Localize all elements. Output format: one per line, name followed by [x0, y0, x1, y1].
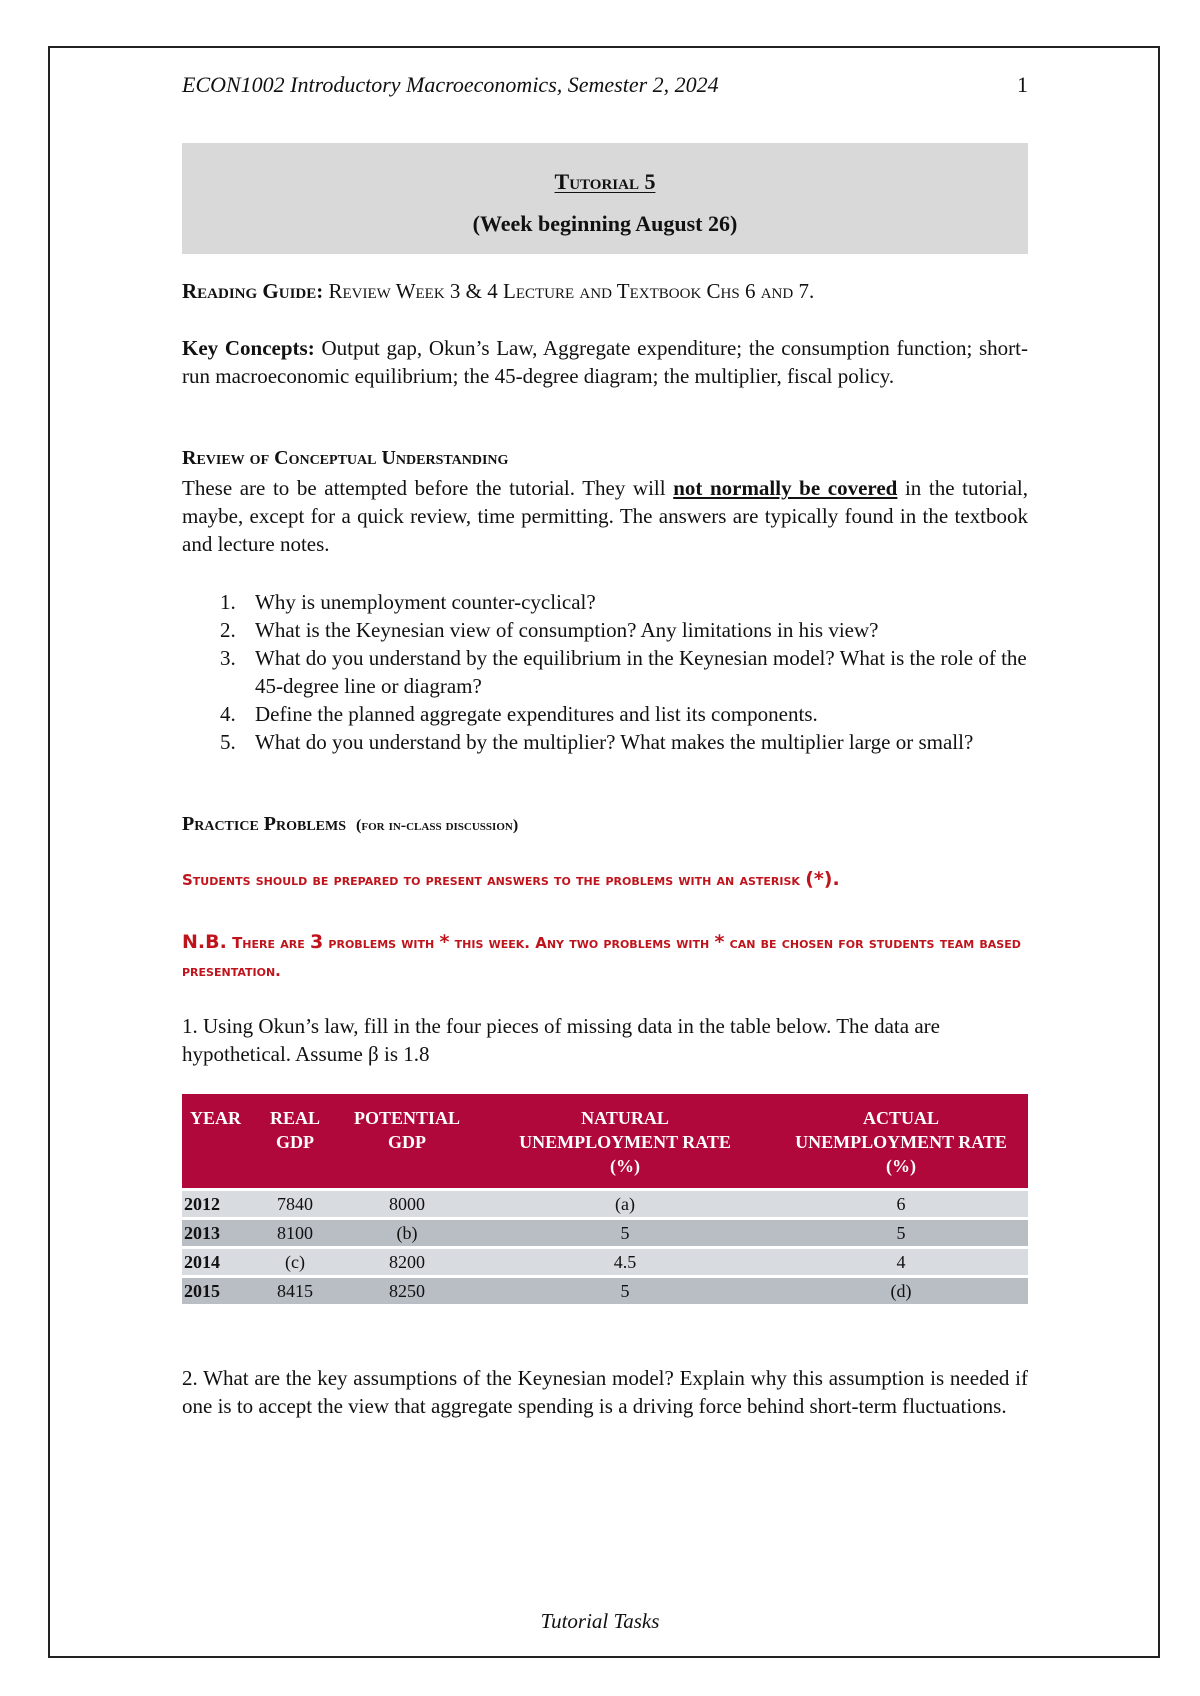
- cell-real-gdp: 8415: [252, 1277, 338, 1305]
- question-number: 3.: [220, 646, 236, 670]
- problem-2-text: 2. What are the key assumptions of the Keynesian model? Explain why this assumption is needed if one is to accept the view that aggregate spending is a driving force behind short-term fluctuations.: [182, 1366, 1028, 1418]
- question-number: 5.: [220, 730, 236, 754]
- list-item: [220, 616, 1028, 644]
- header-label: UNEMPLOYMENT RATE: [795, 1132, 1007, 1152]
- cell-actual-rate: 5: [774, 1219, 1028, 1248]
- practice-subheading: (for in-class discussion): [356, 817, 519, 834]
- cell-year: 2012: [182, 1190, 252, 1219]
- key-concepts: [182, 334, 1028, 390]
- question-text: Define the planned aggregate expenditures and list its components.: [255, 702, 818, 726]
- review-intro-a: These are to be attempted before the tutorial. They will: [182, 476, 666, 500]
- cell-natural-rate: 5: [476, 1277, 774, 1305]
- table-header-row: [182, 1094, 1028, 1190]
- practice-heading: [182, 813, 1028, 836]
- reading-guide: [182, 279, 1028, 304]
- title-box: [182, 143, 1028, 254]
- col-year: [182, 1094, 252, 1190]
- cell-potential-gdp: 8200: [338, 1248, 476, 1277]
- key-concepts-text: Output gap, Okun’s Law, Aggregate expenditure; the consumption function; short-run macroeconomic equilibrium; the 45-degree diagram; the multiplier, fiscal policy.: [182, 336, 1029, 388]
- cell-natural-rate: 5: [476, 1219, 774, 1248]
- cell-year: 2015: [182, 1277, 252, 1305]
- nb-count: 3: [309, 931, 324, 953]
- tutorial-subtitle: (Week beginning August 26): [472, 211, 738, 236]
- cell-year: 2013: [182, 1219, 252, 1248]
- review-intro-emphasis: not normally be covered: [673, 476, 898, 500]
- header-label: GDP: [388, 1132, 426, 1152]
- header-label: ACTUAL: [862, 1108, 939, 1128]
- cell-actual-rate: 6: [774, 1190, 1028, 1219]
- review-intro: [182, 474, 1028, 558]
- header-label: NATURAL: [581, 1108, 669, 1128]
- col-real-gdp: [252, 1094, 338, 1190]
- cell-actual-rate: (d): [774, 1277, 1028, 1305]
- header-label: GDP: [276, 1132, 314, 1152]
- cell-actual-rate: 4: [774, 1248, 1028, 1277]
- key-concepts-label: Key Concepts:: [182, 336, 315, 360]
- problem-1-text: 1. Using Okun’s law, fill in the four pieces of missing data in the table below. The data are hypothetical. Assume β is 1.8: [182, 1014, 940, 1066]
- cell-natural-rate: (a): [476, 1190, 774, 1219]
- cell-real-gdp: 8100: [252, 1219, 338, 1248]
- question-number: 4.: [220, 702, 236, 726]
- nb-text-c: this week. Any two problems with: [454, 934, 710, 952]
- reading-guide-text: Review Week 3 & 4 Lecture and Textbook Chs 6 and 7.: [328, 279, 815, 303]
- col-natural-rate: [476, 1094, 774, 1190]
- question-number: 2.: [220, 618, 236, 642]
- reading-guide-label: Reading Guide:: [182, 279, 324, 303]
- list-item: [220, 644, 1028, 700]
- tutorial-title: Tutorial 5: [554, 169, 656, 194]
- table-row: [182, 1277, 1028, 1305]
- nb-label: N.B.: [182, 931, 227, 953]
- notice-end: (*).: [805, 868, 840, 890]
- nb-notice: [182, 928, 1028, 985]
- review-intro-b: in the tutorial, maybe, except for a quick review, time permitting. The answers are typically found in the textbook and lecture notes.: [182, 476, 1029, 556]
- okun-table: [182, 1094, 1028, 1304]
- page-header: [182, 72, 1028, 102]
- header-label: (%): [886, 1156, 916, 1176]
- question-text: What do you understand by the equilibrium in the Keynesian model? What is the role of the 45-degree line or diagram?: [255, 646, 1027, 698]
- review-heading: Review of Conceptual Understanding: [182, 447, 509, 469]
- list-item: [220, 588, 1028, 616]
- question-number: 1.: [220, 590, 236, 614]
- cell-potential-gdp: 8000: [338, 1190, 476, 1219]
- nb-text-d: can be chosen for students team based presentation.: [182, 934, 1021, 980]
- page-footer: Tutorial Tasks: [540, 1609, 660, 1633]
- header-label: POTENTIAL: [353, 1108, 461, 1128]
- page-number: 1: [1017, 72, 1028, 97]
- list-item: [220, 728, 1028, 756]
- table-row: [182, 1190, 1028, 1219]
- review-questions: [220, 588, 1028, 756]
- cell-potential-gdp: (b): [338, 1219, 476, 1248]
- header-label: UNEMPLOYMENT RATE: [519, 1132, 731, 1152]
- list-item: [220, 700, 1028, 728]
- cell-real-gdp: (c): [252, 1248, 338, 1277]
- header-label: REAL: [269, 1108, 320, 1128]
- col-actual-rate: [774, 1094, 1028, 1190]
- presentation-notice: [182, 868, 1028, 890]
- cell-natural-rate: 4.5: [476, 1248, 774, 1277]
- header-label: YEAR: [190, 1108, 242, 1128]
- course-title: ECON1002 Introductory Macroeconomics, Semester 2, 2024: [182, 72, 719, 97]
- practice-heading-text: Practice Problems: [182, 813, 347, 835]
- nb-text-b: problems with: [328, 934, 435, 952]
- nb-asterisk-2: *: [714, 931, 725, 953]
- table-row: [182, 1248, 1028, 1277]
- cell-potential-gdp: 8250: [338, 1277, 476, 1305]
- question-text: What is the Keynesian view of consumption? Any limitations in his view?: [255, 618, 879, 642]
- header-label: (%): [610, 1156, 640, 1176]
- table-row: [182, 1219, 1028, 1248]
- question-text: What do you understand by the multiplier? What makes the multiplier large or small?: [255, 730, 974, 754]
- cell-year: 2014: [182, 1248, 252, 1277]
- col-potential-gdp: [338, 1094, 476, 1190]
- question-text: Why is unemployment counter-cyclical?: [255, 590, 596, 614]
- nb-text-a: There are: [232, 934, 305, 952]
- nb-asterisk: *: [439, 931, 450, 953]
- notice-text: Students should be prepared to present answers to the problems with an asterisk: [182, 871, 800, 889]
- cell-real-gdp: 7840: [252, 1190, 338, 1219]
